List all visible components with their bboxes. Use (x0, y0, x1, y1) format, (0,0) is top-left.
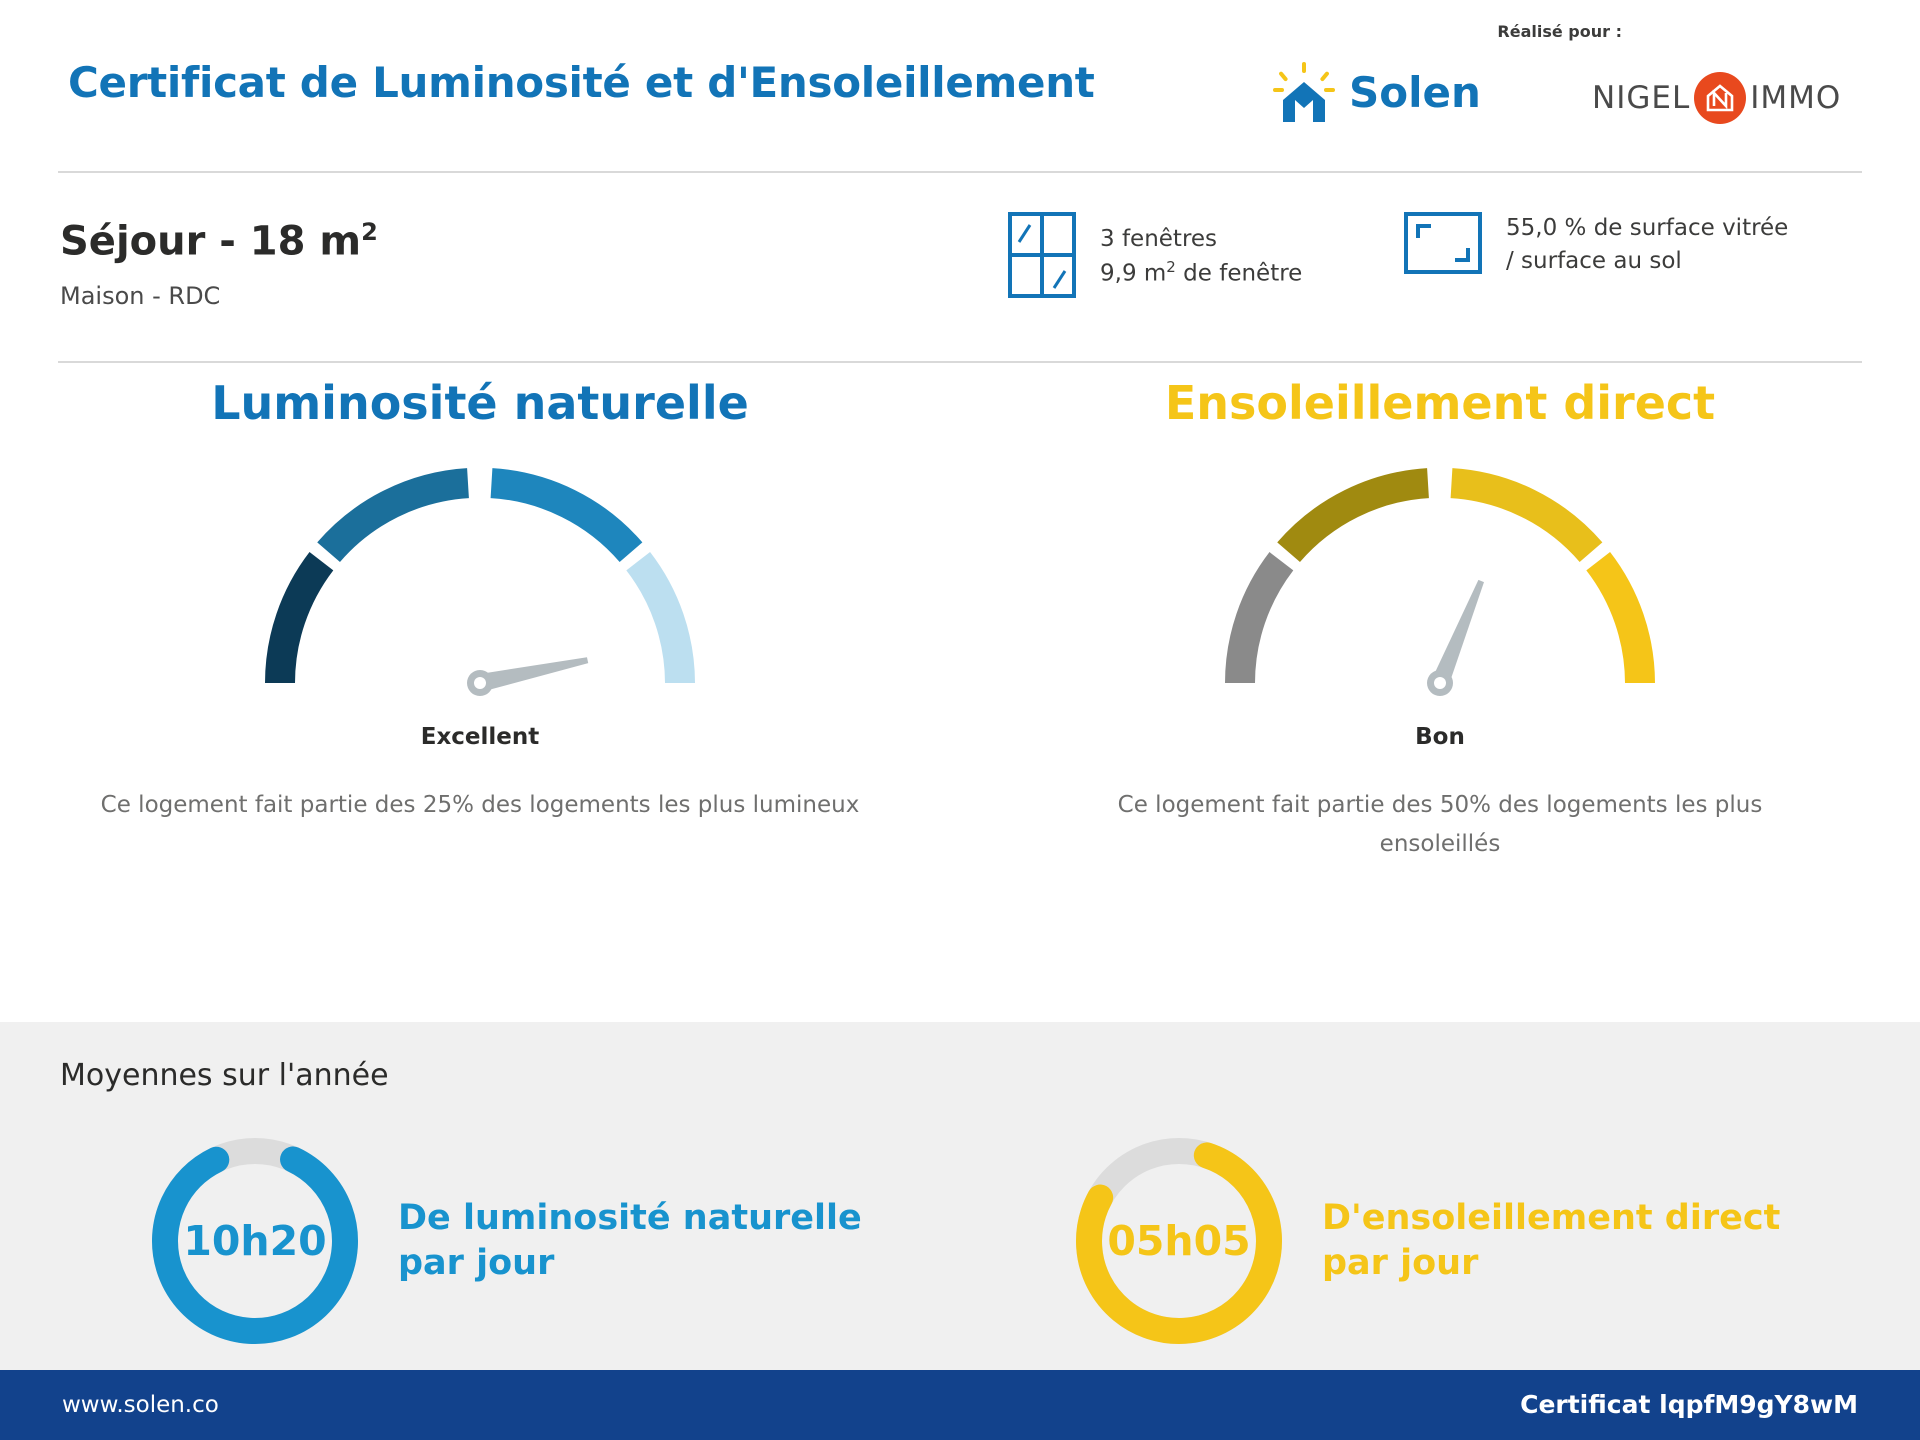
gauge-ensoleillement-heading: Ensoleillement direct (1164, 376, 1716, 430)
average-luminosite-caption-line1: De luminosité naturelle (398, 1197, 862, 1238)
room-divider (58, 361, 1862, 363)
client-logo-left-text: NIGEL (1592, 80, 1691, 116)
gauge-ensoleillement-rating: Bon (1415, 724, 1465, 750)
gauges-section (0, 376, 1920, 1020)
footer-certificate-id: Certificat lqpfM9gY8wM (1520, 1390, 1858, 1419)
average-ensoleillement-caption-line2: par jour (1322, 1243, 1479, 1283)
average-ensoleillement-caption (1322, 1196, 1780, 1287)
average-luminosite-donut (148, 1134, 362, 1348)
average-ensoleillement-donut (1072, 1134, 1286, 1348)
page-header (0, 0, 1920, 172)
room-title (60, 218, 378, 264)
gauge-luminosite-dial (0, 448, 960, 718)
gauge-luminosite-rating: Excellent (420, 724, 540, 750)
fact-windows-count: 3 fenêtres (1100, 226, 1218, 253)
room-title-exponent: 2 (361, 218, 378, 246)
client-logo-right-text: IMMO (1750, 80, 1842, 116)
average-ensoleillement-value: 05h05 (1107, 1217, 1251, 1265)
average-ensoleillement-block (1072, 1134, 1780, 1348)
solen-logo (1273, 62, 1481, 124)
nigel-immo-badge-icon (1694, 72, 1746, 124)
room-subtitle: Maison - RDC (60, 282, 221, 310)
averages-title: Moyennes sur l'année (60, 1058, 389, 1093)
average-ensoleillement-caption-line1: D'ensoleillement direct (1322, 1197, 1781, 1238)
client-logo (1592, 72, 1841, 124)
sun-house-icon (1273, 62, 1335, 124)
room-title-text: Séjour - 18 m (60, 218, 362, 265)
fact-glazing (1404, 212, 1788, 279)
average-luminosite-block (148, 1134, 862, 1348)
realise-pour-label: Réalisé pour : (1497, 22, 1622, 41)
window-icon (1008, 212, 1076, 302)
average-luminosite-caption (398, 1196, 862, 1287)
fact-glazing-line2: / surface au sol (1506, 248, 1682, 275)
fact-windows-text (1100, 223, 1302, 290)
page-title: Certificat de Luminosité et d'Ensoleillement (68, 58, 1095, 107)
solen-wordmark: Solen (1349, 68, 1481, 117)
footer-website[interactable]: www.solen.co (62, 1392, 219, 1418)
room-summary (0, 172, 1920, 362)
average-luminosite-caption-line2: par jour (398, 1243, 555, 1283)
average-luminosite-value: 10h20 (183, 1217, 327, 1265)
gauge-ensoleillement-dial (960, 448, 1920, 718)
fact-windows-area-pre: 9,9 m (1100, 260, 1167, 287)
averages-section (0, 1022, 1920, 1370)
floor-area-icon (1404, 212, 1482, 278)
fact-glazing-line1: 55,0 % de surface vitrée (1506, 215, 1789, 241)
fact-windows (1008, 212, 1302, 302)
gauge-luminosite-description: Ce logement fait partie des 25% des logements les plus lumineux (100, 792, 860, 818)
page-footer (0, 1370, 1920, 1440)
fact-glazing-text (1506, 212, 1788, 279)
gauge-ensoleillement (960, 376, 1920, 864)
gauge-luminosite (0, 376, 960, 825)
gauge-ensoleillement-description: Ce logement fait partie des 50% des logements les plus ensoleillés (1117, 792, 1763, 858)
gauge-luminosite-heading: Luminosité naturelle (211, 376, 749, 430)
fact-windows-area-sup: 2 (1166, 257, 1176, 276)
fact-windows-area-post: de fenêtre (1175, 260, 1303, 287)
